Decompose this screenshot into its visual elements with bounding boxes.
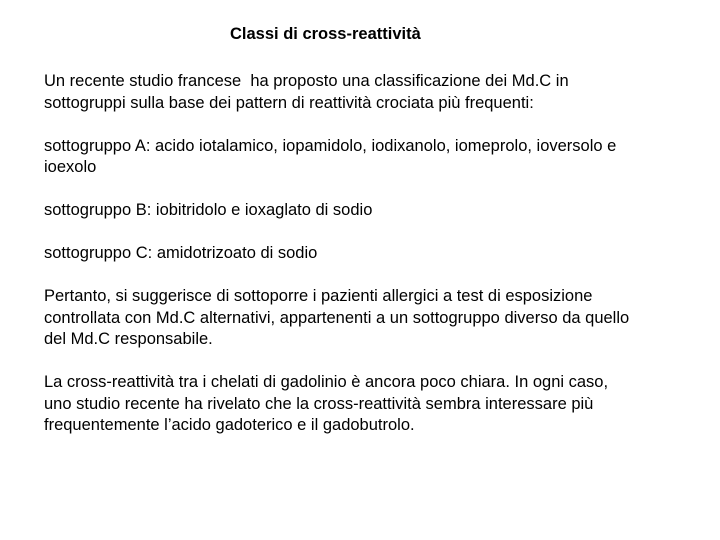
gadolinium-paragraph: La cross-reattività tra i chelati di gadolinio è ancora poco chiara. In ogni caso, uno studio recente ha rivelato che la cross-reattività sembra interessare più frequentemente l’acido gadoterico e il gadobutrolo.: [44, 373, 609, 434]
recommendation-paragraph: Pertanto, si suggerisce di sottoporre i pazienti allergici a test di esposizione controllata con Md.C alternativi, appartenenti a un sottogruppo diverso da quello del Md.C responsabile.: [44, 287, 630, 348]
slide-title: Classi di cross-reattività: [230, 25, 421, 43]
slide-body: [44, 71, 694, 458]
subgroup-b-paragraph: sottogruppo B: iobitridolo e ioxaglato di sodio: [44, 201, 373, 219]
subgroup-a-paragraph: sottogruppo A: acido iotalamico, iopamidolo, iodixanolo, iomeprolo, ioversolo e ioexolo: [44, 136, 617, 176]
subgroup-c-paragraph: sottogruppo C: amidotrizoato di sodio: [44, 244, 318, 262]
intro-paragraph: Un recente studio francese ha proposto una classificazione dei Md.C in sottogruppi sulla base dei pattern di reattività crociata più frequenti:: [44, 72, 569, 112]
